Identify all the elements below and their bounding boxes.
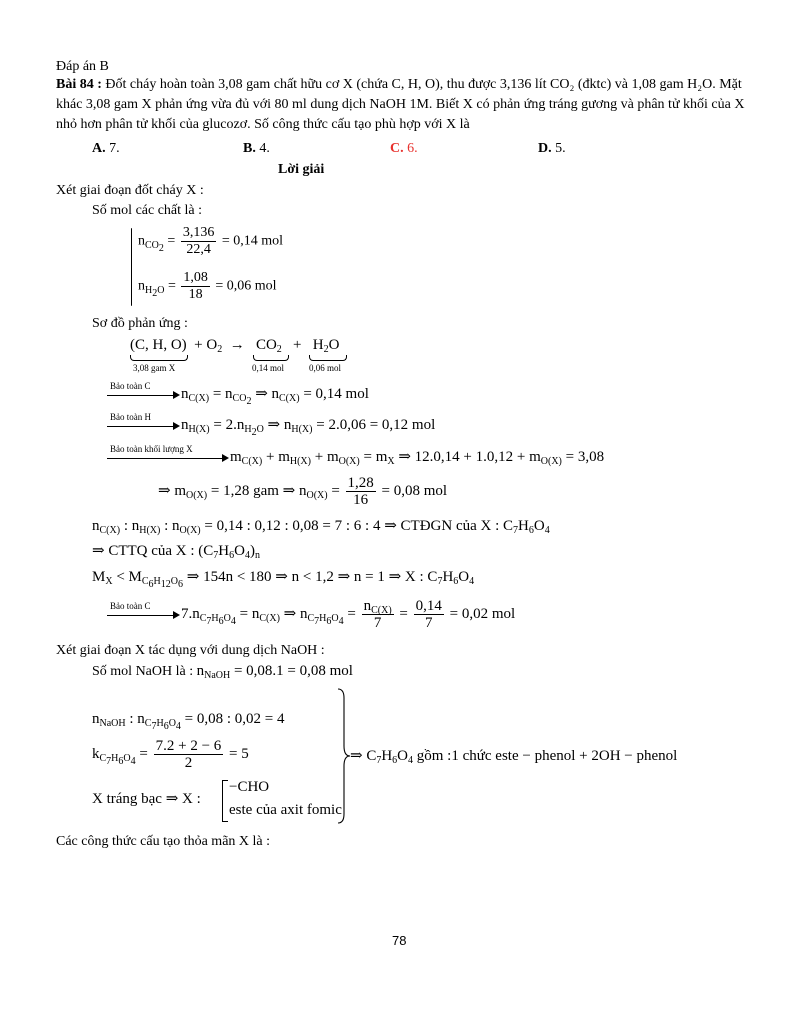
- label-cons-c: Bảo toàn C: [110, 381, 151, 391]
- option-formate: este của axit fomic: [229, 802, 342, 818]
- eq-ratio: $n_{C(X)}$ : $n_{H(X)}$ : $n_{O(X)} = 0,14$ : 0,12 : 0,08 = 7 : 6 : 4 ⇒ CTĐGN của X : $C_7H_6O_4$: [92, 518, 550, 536]
- stage1-heading: Xét giai đoạn đốt cháy X :: [56, 183, 204, 198]
- eq-cons-c2: $7.n_{C_7H_6O_4} = n_{C(X)}$ ⇒ $n_{C_7H_6O_4}$ = $\frac{n_{C(X)}}{7}$ = $\frac{0,14}{7}$ = 0,02 mol: [181, 598, 516, 631]
- answer-header: Đáp án B: [56, 59, 109, 74]
- reaction-scheme: (C, H, $O) + O_2 \to CO_2 + H_2O$: [130, 337, 340, 355]
- problem-label: Bài 84 :: [56, 77, 102, 92]
- eq-cttq: ⇒ CTTQ của X : $(C_7H_6O_4)_n$: [92, 543, 260, 561]
- underbrace-h2o: [309, 355, 347, 361]
- underbrace-co2: [253, 355, 289, 361]
- eq-conclusion-structure: ⇒ $C_7H_6O_4$ gồm :1 chức este − phenol + 2OH − phenol: [350, 748, 678, 766]
- mol-heading: Số mol các chất là :: [92, 203, 203, 218]
- option-cho: −CHO: [229, 779, 270, 795]
- arrow-icon: [222, 454, 229, 462]
- label-cons-h: Bảo toàn H: [110, 412, 151, 422]
- option-d: D. 5.: [538, 141, 566, 156]
- solution-title: Lời giải: [278, 162, 325, 177]
- eq-cons-h: $n_{H(X)} = 2.n_{H_2O}$ ⇒ $n_{H(X)} = 2.0,06 = 0,12$ mol: [181, 417, 436, 438]
- left-brace: [131, 228, 132, 306]
- eq-naoh-ratio: $n_{NaOH}$ : $n_{C_7H_6O_4} = 0,08$ : 0,02 = 4: [92, 711, 285, 732]
- arrow-icon: [173, 422, 180, 430]
- label-h2o-mol: 0,06 mol: [309, 363, 342, 373]
- option-c: C. 6.: [390, 141, 418, 156]
- label-cons-mass: Bảo toàn khối lượng X: [110, 444, 193, 454]
- label-x-mass: 3,08 gam X: [133, 363, 176, 373]
- eq-mass-o: ⇒ $m_{O(X)} = 1,28$ gam ⇒ $n_{O(X)}$ = $\frac{1,28}{16}$ = 0,08 mol: [158, 475, 448, 508]
- eq-n-h2o: $n_{H_2O}$ = $\frac{1,08}{18}$ = 0,06 mol: [138, 270, 277, 302]
- page-number: 78: [392, 933, 407, 948]
- option-a: A. 7.: [92, 141, 120, 156]
- underbrace-x: [130, 355, 188, 361]
- label-co2-mol: 0,14 mol: [252, 363, 285, 373]
- problem-statement: [56, 75, 746, 135]
- eq-cons-mass: $m_{C(X)} + m_{H(X)} + m_{O(X)} = m_X$ ⇒ $12.0,14 + 1.0,12 + m_{O(X)} = 3,08$: [230, 449, 605, 467]
- eq-molar-mass: $M_X < M_{C_6H_{12}O_6}$ ⇒ 154n < 180 ⇒ n < 1,2 ⇒ n = 1 ⇒ X : $C_7H_6O_4$: [92, 569, 475, 590]
- eq-n-co2: $n_{CO_2}$ = $\frac{3,136}{22,4}$ = 0,14 mol: [138, 225, 283, 257]
- left-bracket: [222, 780, 228, 822]
- arrow-icon: [173, 611, 180, 619]
- eq-k: $k_{C_7H_6O_4}$ = $\frac{7.2 + 2 - 6}{2}$ = 5: [92, 738, 249, 771]
- eq-cons-c: $n_{C(X)} = n_{CO_2}$ ⇒ $n_{C(X)} = 0,14$ mol: [181, 386, 369, 407]
- problem-text: Đốt cháy hoàn toàn 3,08 gam chất hữu cơ X (chứa C, H, O), thu được 3,136 lít CO₂ (đktc) và 1,08 gam H₂O. Mặt khác 3,08 gam X phản ứng vừa đủ với 80 ml dung dịch NaOH 1M. Biết X có phản ứng tráng gương và phân tử khối của X nhỏ hơn phân tử khối của glucozơ. Số công thức cấu tạo phù hợp với X là: [56, 77, 745, 132]
- naoh-line: Số mol NaOH là : $n_{NaOH} = 0,08.1 = 0,08$ mol: [92, 663, 353, 681]
- eq-silver-mirror: X tráng bạc ⇒ X :: [92, 791, 201, 807]
- label-cons-c2: Bảo toàn C: [110, 601, 151, 611]
- so-do-heading: Sơ đồ phản ứng :: [92, 316, 188, 331]
- conclusion: Các công thức cấu tạo thỏa mãn X là :: [56, 834, 271, 849]
- arrow-icon: [173, 391, 180, 399]
- option-b: B. 4.: [243, 141, 270, 156]
- stage2-heading: Xét giai đoạn X tác dụng với dung dịch NaOH :: [56, 643, 325, 658]
